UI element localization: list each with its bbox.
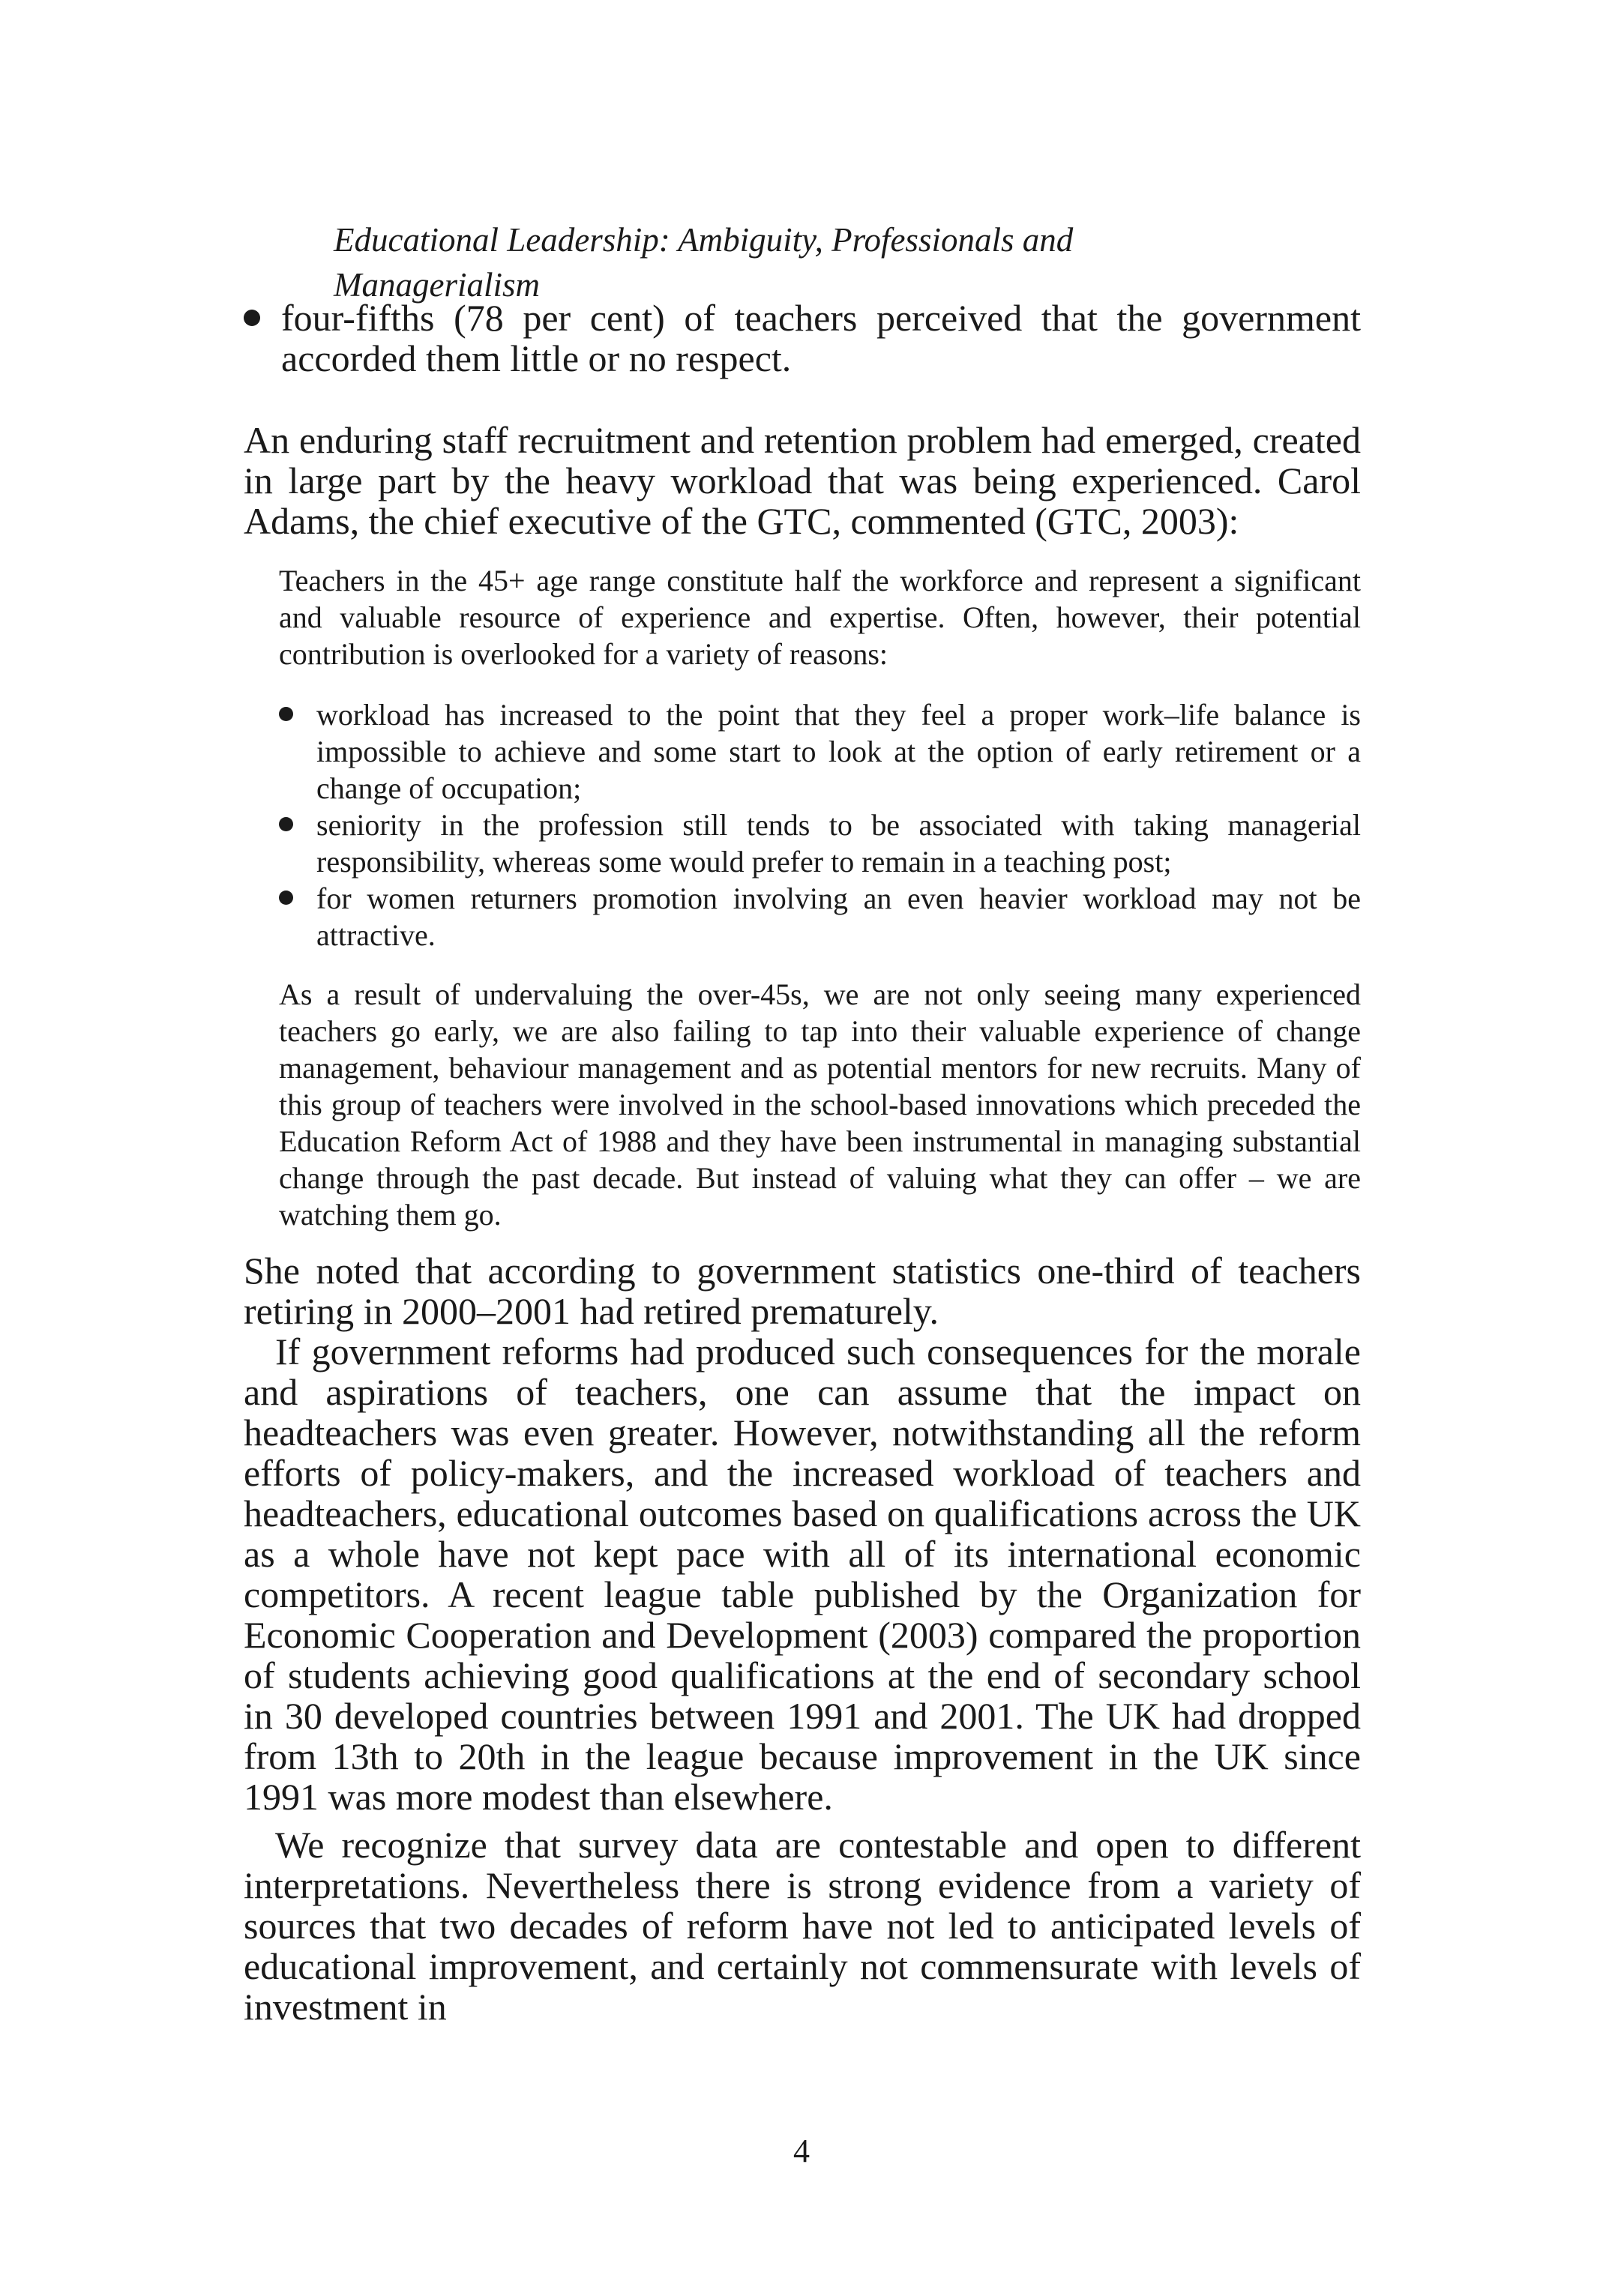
quote-bullet-list [279,696,1361,953]
bullet-icon [279,817,293,831]
running-head: Educational Leadership: Ambiguity, Professionals and Managerialism [334,221,1074,304]
top-bullet-list [244,298,1361,379]
paragraph-intro [244,420,1361,541]
page-number: 4 [793,2133,810,2169]
block-quote [279,562,1361,1233]
quote-intro: Teachers in the 45+ age range constitute half the workforce and represent a significant and valuable resource of experience and expertise. Often, however, their potential contribution is overlooked for a variety of reasons: [279,564,1361,671]
quote-bullet-text: workload has increased to the point that they feel a proper work–life balance is impossible to achieve and some start to look at the option of early retirement or a change of occupation; [316,698,1361,805]
bullet-icon [279,707,293,721]
quote-bullet-item [279,807,1361,880]
bullet-item [244,298,1361,379]
paragraph-text: She noted that according to government statistics one-third of teachers retiring in 2000–2001 had retired prematurely. [244,1250,1361,1332]
quote-bullet-text: seniority in the profession still tends to be associated with taking managerial responsibility, whereas some would prefer to remain in a teaching post; [316,808,1361,879]
bullet-text: four-fifths (78 per cent) of teachers perceived that the government accorded them little or no respect. [281,297,1361,379]
quote-bullet-item [279,880,1361,953]
bullet-icon [244,310,260,326]
main-body [244,1250,1361,2027]
bullet-icon [279,891,293,905]
quote-bullet-text: for women returners promotion involving an even heavier workload may not be attractive. [316,882,1361,952]
quote-bullet-item [279,696,1361,807]
paragraph-text: We recognize that survey data are contestable and open to different interpretations. Nevertheless there is strong evidence from a variety of sources that two decades of reform have not led to anticipated levels of educational improvement, and certainly not commensurate with levels of investment in [244,1824,1361,2028]
quote-closing: As a result of undervaluing the over-45s, we are not only seeing many experienced teachers go early, we are also failing to tap into their valuable experience of change management, behaviour management and as potential mentors for new recruits. Many of this group of teachers were involved in the school-based innovations which preceded the Education Reform Act of 1988 and they have been instrumental in managing substantial change through the past decade. But instead of valuing what they can offer – we are watching them go. [279,977,1361,1232]
paragraph-text: If government reforms had produced such consequences for the morale and aspirations of teachers, one can assume that the impact on headteachers was even greater. However, notwithstanding all the reform efforts of policy-makers, and the increased workload of teachers and headteachers, educational outcomes based on qualifications across the UK as a whole have not kept pace with all of its international economic competitors. A recent league table published by the Organization for Economic Cooperation and Development (2003) compared the proportion of students achieving good qualifications at the end of secondary school in 30 developed countries between 1991 and 2001. The UK had dropped from 13th to 20th in the league because improvement in the UK since 1991 was more modest than elsewhere. [244,1331,1361,1818]
paragraph-text: An enduring staff recruitment and retention problem had emerged, created in large part by the heavy workload that was being experienced. Carol Adams, the chief executive of the GTC, commented (GTC, 2003): [244,419,1361,542]
